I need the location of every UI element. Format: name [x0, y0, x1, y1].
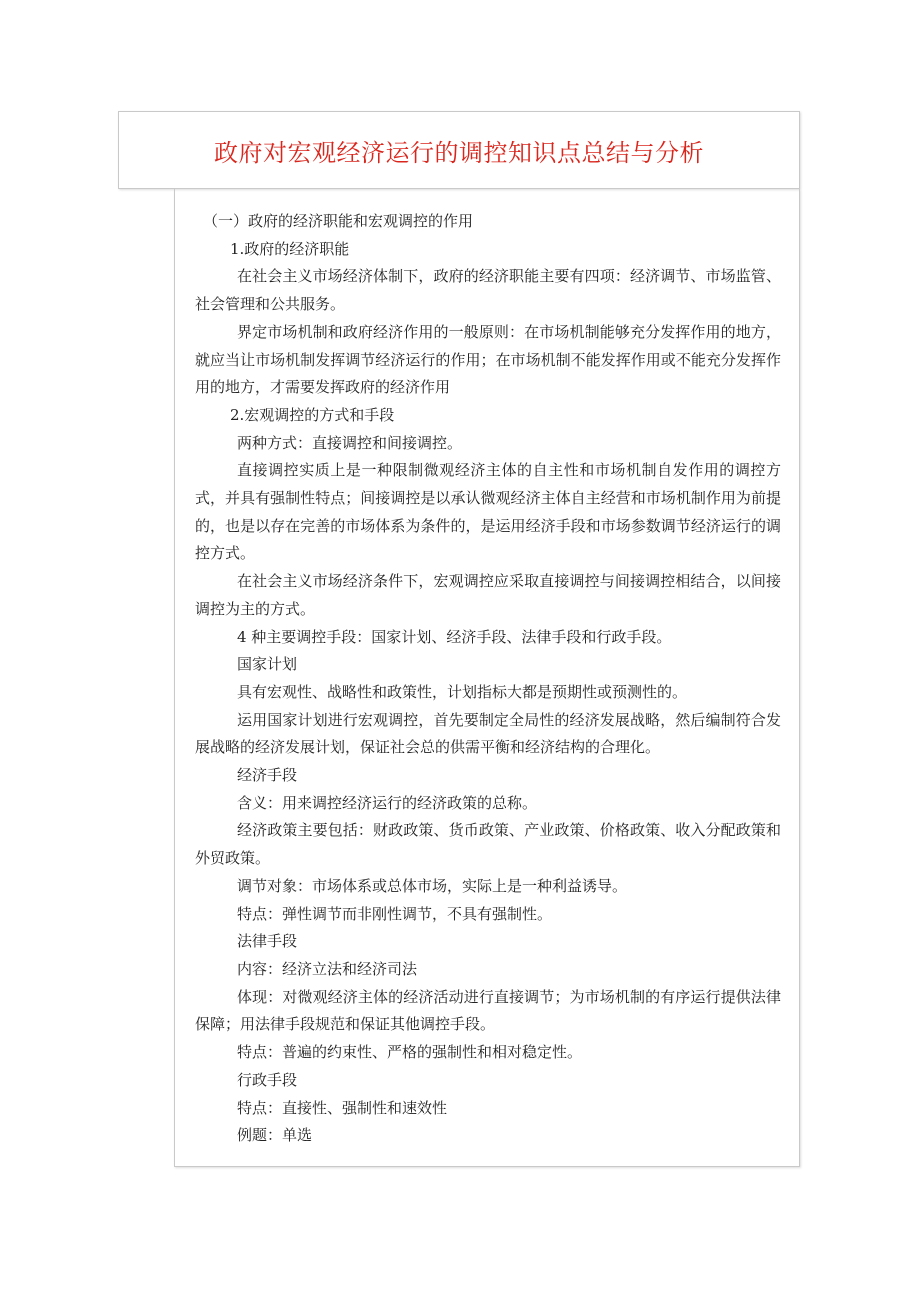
topic-label: 经济手段 [237, 766, 298, 785]
title-box [118, 111, 800, 189]
body-paragraph: 体现：对微观经济主体的经济活动进行直接调节；为市场机制的有序运行提供法律保障；用法律手段规范和保证其他调控手段。 [195, 987, 781, 1034]
body-paragraph: 4 种主要调控手段：国家计划、经济手段、法律手段和行政手段。 [237, 627, 672, 646]
body-paragraph: 例题：单选 [237, 1126, 313, 1145]
body-paragraph: 两种方式：直接调控和间接调控。 [237, 433, 463, 452]
page-title: 政府对宏观经济运行的调控知识点总结与分析 [214, 138, 704, 167]
content-box [174, 189, 800, 1167]
body-paragraph: 直接调控实质上是一种限制微观经济主体的自主性和市场机制自发作用的调控方式，并具有强制性特点；间接调控是以承认微观经济主体自主经营和市场机制作用为前提的，也是以存在完善的市场体系为条件的，是运用经济手段和市场参数调节经济运行的调控方式。 [195, 461, 781, 563]
body-paragraph: 经济政策主要包括：财政政策、货币政策、产业政策、价格政策、收入分配政策和外贸政策。 [195, 821, 781, 868]
body-paragraph: 界定市场机制和政府经济作用的一般原则：在市场机制能够充分发挥作用的地方，就应当让市场机制发挥调节经济运行的作用；在市场机制不能发挥作用或不能充分发挥作用的地方，才需要发挥政府的经济作用 [195, 322, 781, 397]
topic-label: 国家计划 [237, 655, 298, 674]
body-paragraph: 内容：经济立法和经济司法 [237, 959, 418, 978]
body-paragraph: 调节对象：市场体系或总体市场，实际上是一种利益诱导。 [237, 876, 628, 895]
section-heading: （一）政府的经济职能和宏观调控的作用 [203, 212, 474, 230]
subsection-heading: 1.政府的经济职能 [230, 239, 350, 258]
body-paragraph: 运用国家计划进行宏观调控，首先要制定全局性的经济发展战略，然后编制符合发展战略的经济发展计划，保证社会总的供需平衡和经济结构的合理化。 [195, 710, 781, 757]
body-paragraph: 在社会主义市场经济体制下，政府的经济职能主要有四项：经济调节、市场监管、社会管理和公共服务。 [195, 267, 781, 314]
subsection-heading: 2.宏观调控的方式和手段 [230, 405, 395, 424]
body-paragraph: 具有宏观性、战略性和政策性，计划指标大都是预期性或预测性的。 [237, 682, 688, 701]
topic-label: 行政手段 [237, 1070, 298, 1089]
body-paragraph: 特点：弹性调节而非刚性调节，不具有强制性。 [237, 904, 553, 923]
body-paragraph: 特点：直接性、强制性和速效性 [237, 1098, 448, 1117]
body-paragraph: 含义：用来调控经济运行的经济政策的总称。 [237, 793, 538, 812]
body-paragraph: 特点：普遍的约束性、严格的强制性和相对稳定性。 [237, 1043, 583, 1062]
topic-label: 法律手段 [237, 932, 298, 951]
body-paragraph: 在社会主义市场经济条件下，宏观调控应采取直接调控与间接调控相结合，以间接调控为主的方式。 [195, 572, 781, 618]
